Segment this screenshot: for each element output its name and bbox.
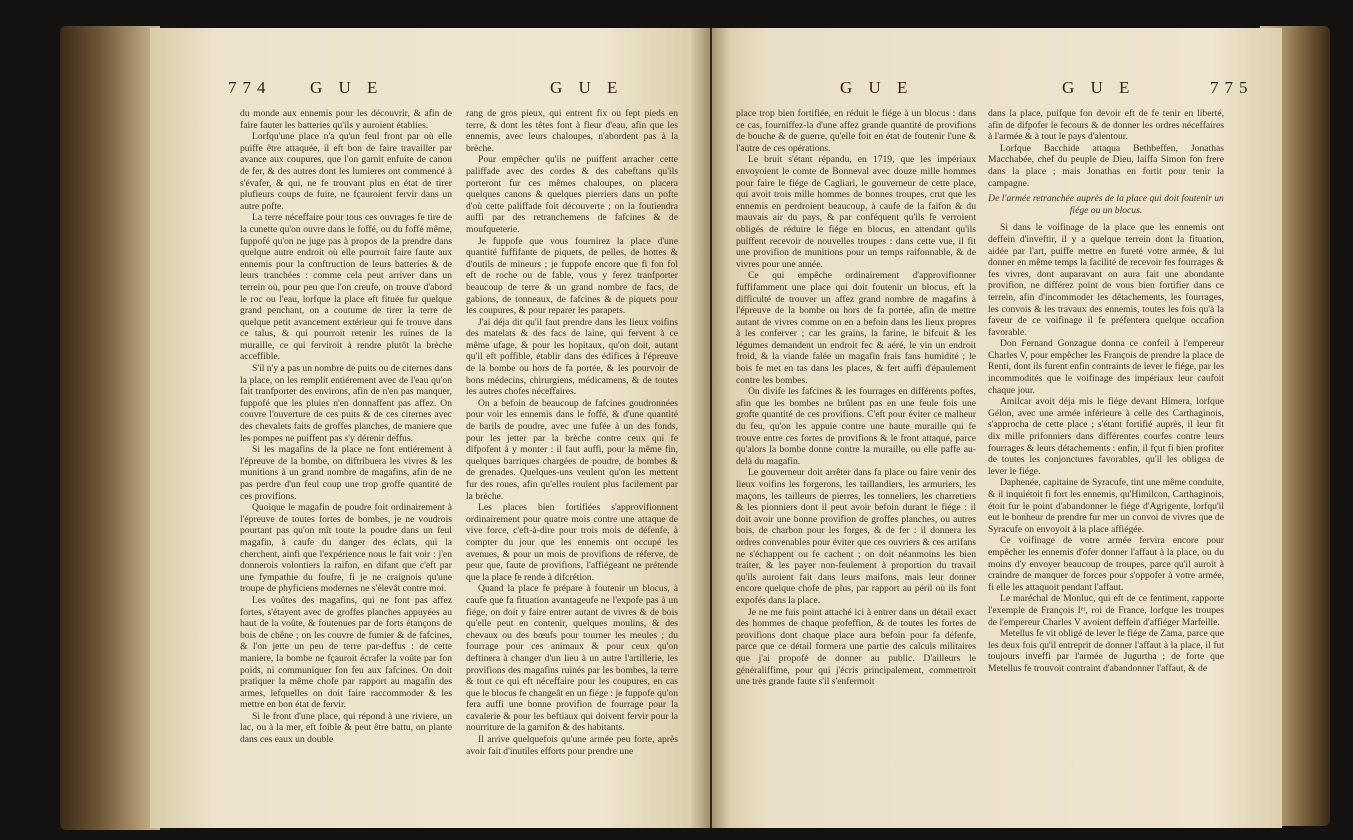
paragraph: Les voûtes des magafins, qui ne font pas affez fortes, s'étayent avec de groffes planches appuyées au haut de la voûte, & foutenues par de forts étançons de bois de chêne ; on les couvre de fumier & de fafcines, & l'on jette un peu de terre par-deffus : de cette maniere, la bombe ne fçauroit écrafer la voûte par fon poids, ni communiquer fon feu aux fafcines. On doit pratiquer la même chofe par rapport au magafin des armes, lefquelles on doit faire raccommoder & les mettre en bon état de fervir.: [240, 594, 452, 711]
paragraph: Lorfque Bacchide attaqua Bethbeffen, Jonathas Macchabée, chef du peuple de Dieu, laiffa Simon fon frere dans la place ; mais Jonathas en fortit pour tenir la campagne.: [988, 142, 1224, 189]
paragraph: Don Fernand Gonzague donna ce confeil à l'empereur Charles V, pour empêcher les François de prendre la place de Renti, dont ils furent enfin contraints de lever le fiége, par les incommodités que le voifinage des impériaux leur caufoit chaque jour.: [988, 338, 1224, 396]
paragraph: Quoique le magafin de poudre foit ordinairement à l'épreuve de toutes fortes de bombes, je ne voudrois pourtant pas qu'on mît toute la poudre dans un feul magafin, à caufe du danger des éclats, qui la cherchent, ainfi que l'expérience nous le fait voir : j'en donnerois volontiers la raifon, en difant que c'eft par une fympathie du foufre, fi je ne craignois qu'une troupe de phyficiens modernes ne s'élevât contre moi.: [240, 502, 452, 595]
paragraph: Je fuppofe que vous fournirez la place d'une quantité fuffifante de piquets, de pelles, de hottes & d'outils de mineurs ; je fuppofe encore que fi fon fol eft de roche ou de fable, vous y ferez tranfporter beaucoup de terre & un grand nombre de facs, de gabions, de tonneaux, de fafcines & de piquets pour les coupures, & pour reparer les parapets.: [466, 235, 678, 317]
paragraph: La terre néceffaire pour tous ces ouvrages fe tire de la cunette qu'on ouvre dans le foffé, ou du foffé même, fuppofé qu'on ne juge pas à propos de la prendre dans quelque autre endroit où elle pourroit faire faute aux ennemis pour la conftruction de leurs batteries & de leurs tranchées : comme cela peut arriver dans un terrein où, pour peu que l'on creufe, on trouve d'abord le roc ou l'eau, lorfque la place eft fituée fur quelque grand penchant, on a coutume de tirer la terre de quelque petit avancement extérieur qui fe trouve dans ce talus, & qui pourroit retenir les ruines de la muraille, ce qui ferviroit à rendre plutôt la brèche acceffible.: [240, 212, 452, 363]
left-running-head-2: G U E: [550, 78, 624, 97]
paragraph: Ce voifinage de votre armée fervira encore pour empêcher les ennemis d'ofer donner l'affaut à la place, ou du moins d'y envoyer beaucoup de troupes, parce qu'il auroit à craindre de manquer de forces pour s'oppofer à votre armée, fi elle les attaquoit pendant l'affaut.: [988, 535, 1224, 593]
left-page-number: 774: [228, 78, 272, 97]
left-page: [150, 28, 710, 828]
paragraph: dans la place, puifque fon devoir eft de fe tenir en liberté, afin de difpofer le fecours & de donner les ordres néceffaires à l'armée & à tout le pays d'alentour.: [988, 108, 1224, 143]
section-heading: De l'armée retranchée auprès de la place qui doit foutenir un fiége ou un blocus.: [988, 193, 1224, 216]
book-gutter: [690, 28, 730, 828]
paragraph: Le maréchal de Monluc, qui eft de ce fentiment, rapporte l'exemple de François Iᵉʳ, roi de France, lorfque les troupes de l'empereur Charles V avoient deffein d'affiéger Marfeille.: [988, 593, 1224, 628]
left-column-2: [466, 108, 678, 757]
right-column-1: [736, 108, 976, 688]
paragraph: Lorfqu'une place n'a qu'un feul front par où elle puiffe être attaquée, il eft bon de faire travailler par avance aux coupures, que l'on garnit enfuite de canon de fer, & des autres dont les lumieres ont commencé à s'évafer, & qui, ne fe trouvant plus en état de tirer plufieurs coups de fuite, ne fçauroient fervir dans un autre pofte.: [240, 131, 452, 212]
paragraph: du monde aux ennemis pour les découvrir, & afin de faire fauter les batteries qu'ils y auroient établies.: [240, 108, 452, 131]
paragraph: Si le front d'une place, qui répond à une riviere, un lac, ou à la mer, eft foible & peut être battu, on plante dans ces eaux un double: [240, 710, 452, 746]
paragraph: J'ai déja dit qu'il faut prendre dans les lieux voifins des matelats & des facs de laine, qui fervent à ce même ufage, & pour les hopitaux, qu'on doit, autant qu'il eft poffible, établir dans des édifices à l'épreuve de la bombe ou hors de fa portée, & les pourvoir de bons médecins, chirurgiens, médicamens, & de toutes les autres chofes néceffaires.: [466, 316, 678, 398]
paragraph: Daphenée, capitaine de Syracufe, tint une même conduite, & il inquiétoit fi fort les ennemis, qu'Himilcon, Carthaginois, étoit fur le point d'abandonner le fiége d'Agrigente, lorfqu'il eut le bonheur de prendre fur mer un convoi de vivres que de Syracufe on envoyoit à la place affiégée.: [988, 477, 1224, 535]
paragraph: Ce qui empêche ordinairement d'approvifionner fuffifamment une place qui doit foutenir un blocus, eft la difficulté de trouver un affez grand nombre de magafins à l'épreuve de la bombe ou hors de fa portée, afin de mettre autant de vivres comme on en a befoin dans les lieux propres à les conferver ; car les grains, la farine, le bifcuit & les légumes demandent un endroit fec & aéré, le vin un endroit froid, & la viande falée un magafin frais fans humidité ; le bois fe met en tas dans les places, & fert auffi d'épaulement contre les bombes.: [736, 270, 976, 386]
paragraph: Metellus fe vit obligé de lever le fiége de Zama, parce que les deux fois qu'il entreprit de donner l'affaut à la place, il fut toujours inveffi par l'armée de Jugurtha ; de forte que Metellus fe trouvoit contraint d'abandonner l'affaut, & de: [988, 628, 1224, 674]
paragraph: Le gouverneur doit arrêter dans fa place ou faire venir des lieux voifins les forgerons, les taillandiers, les armuriers, les maçons, les tailleurs de pierres, les tonneliers, les charretiers & les pionniers dont il peut avoir befoin durant le fiége : il doit avoir une bonne provifion de groffes planches, ou autres bois, de charbon pour les forges, & de fer : il donnera les ordres convenables pour éviter que ces ouvriers & ces artifans ne s'échappent ou fe cachent ; on doit néanmoins les bien traiter, & les payer non-feulement à proportion du travail qu'ils auroient fait dans leurs maifons, mais leur donner encore quelque chofe de plus, par rapport au péril où ils font expofés dans la place.: [736, 467, 976, 606]
paragraph: Si dans le voifinage de la place que les ennemis ont deffein d'inveftir, il y a quelque terrein dont la fituation, aidée par l'art, puiffe mettre en fureté votre armée, & lui donner en même temps la facilité de recevoir fes fourrages & fes vivres, dont auparavant on aura fait une abondante provifion, ne différez point de vous bien fortifier dans ce terrein, afin d'incommoder les détachements, les fourrages, les convois & les travaux des ennemis, toutes les fois qu'à la faveur de ce voifinage il fe préfentera quelque occafion favorable.: [988, 222, 1224, 338]
right-running-head-2: G U E: [1062, 78, 1136, 97]
paragraph: Il arrive quelquefois qu'une armée peu forte, après avoir fait d'inutiles efforts pour prendre une: [466, 734, 678, 757]
right-page-number: 775: [1210, 78, 1254, 97]
paragraph: place trop bien fortifiée, en réduit le fiége à un blocus : dans ce cas, fourniffez-la d'une affez grande quantité de provifions de bouche & de guerre, qu'elle foit en état de foutenir l'une & l'autre de ces opérations.: [736, 108, 976, 154]
paragraph: On divife les fafcines & les fourrages en différents poftes, afin que les bombes ne brûlent pas en une feule fois une grofte quantité de ces provifions. C'eft pour éviter ce malheur du feu, qu'on les appuie contre une haute muraille qui fe trouve entre ces fortes de provifions & le front attaqué, parce qu'alors la bombe donne contre la muraille, ou elle paffe au-delà du magafin.: [736, 386, 976, 467]
paragraph: Le bruit s'étant répandu, en 1719, que les impériaux envoyoient le comte de Bonneval avec douze mille hommes pour faire le fiége de Cagliari, le gouverneur de cette place, qui avoit trois mille hommes de bonnes troupes, crut que les ennemis en perdroient beaucoup, à caufe de la faifon & du mauvais air du pays, & par conféquent qu'ils fe verroient obligés de réduire le fiége en blocus, en attendant qu'ils puiffent recevoir de nouvelles troupes : dans cette vue, il fit une provifion de munitions pour un temps raifonnable, & de vivres pour une année.: [736, 154, 976, 270]
paragraph: Pour empêcher qu'ils ne puiffent arracher cette paliffade avec des cordes & des cabeftans qu'ils porteront fur ces mêmes chaloupes, on placera quelques canons & quelques pierriers dans un pofte d'où cette paliffade foit découverte ; on la foutiendra auffi par des retranchemens de fafcines & de moufqueterie.: [466, 154, 678, 235]
paragraph: Amilcar avoit déja mis le fiége devant Himera, lorfque Gélon, avec une armée inférieure à celle des Carthaginois, s'approcha de cette place ; s'étant fortifié auprès, il leur fit dix mille prifonniers dans différentes courfes contre leurs fourrages & leurs détachements : enfin, il fçut fi bien profiter de toutes les conjonctures favorables, qu'il les obligea de lever le fiége.: [988, 396, 1224, 477]
paragraph: S'il n'y a pas un nombre de puits ou de citernes dans la place, on les remplit entiérement avec de l'eau qu'on fait tranfporter des environs, afin de n'en pas manquer, fuppofé que les pluies n'en donnaffent pas affez. On couvre l'ouverture de ces puits & de ces citernes avec des chevalets faits de groffes planches, de maniere que les pompes ne puiffent pas s'y dérenir deffus.: [240, 363, 452, 444]
paragraph: Les places bien fortifiées s'approvifionnent ordinairement pour quatre mois contre une attaque de vive force, c'eft-à-dire pour trois mois de défenfe, à compter du jour que les ennemis ont occupé les avenues, & pour un mois de provifions de réferve, de peur que, faute de provifions, l'affiégeant ne prétende que la place fe rende à difcrétion.: [466, 502, 678, 583]
left-running-head-1: G U E: [310, 78, 384, 97]
paragraph: On a befoin de beaucoup de fafcines goudronnées pour voir les ennemis dans le foffé, & d'une quantité de barils de poudre, avec une fufée à un des fonds, pour les jetter par la brèche contre ceux qui fe difpofent à y monter : il faut auffi, pour la même fin, quelques barriques chargées de poudre, de bombes & de grenades. Quelques-uns veulent qu'on les mettent fur des roues, afin qu'elles roulent plus facilement par la brèche.: [466, 397, 678, 502]
paragraph: Si les magafins de la place ne font entiérement à l'épreuve de la bombe, on diftribuera les vivres & les munitions à un grand nombre de magafins, afin de ne pas perdre d'un feul coup une trop groffe quantité de ces provifions.: [240, 444, 452, 502]
right-page: [712, 28, 1282, 828]
left-column-1: [240, 108, 452, 746]
paragraph: Quand la place fe prépare à foutenir un blocus, à caufe que fa fituation avantageufe ne l'expofe pas à un fiége, on doit y faire entrer autant de vivres & de bois qu'elle peut en contenir, quelques moulins, & des chevaux ou des bœufs pour tourner les meules ; du fourrage pour ces animaux & pour ceux qu'on deftinera à changer d'un lieu à un autre l'artillerie, les provifions des magafins ruinés par les bombes, la terre & tout ce qui eft néceffaire pour les coupures, en cas que le blocus fe changeât en un fiége : je fuppofe qu'on fera auffi une bonne provifion de fourrage pour la cavalerie & pour les beftiaux qui doivent fervir pour la nourriture de la garnifon & des habitants.: [466, 583, 678, 734]
right-column-2: [988, 108, 1224, 675]
right-running-head-1: G U E: [840, 78, 914, 97]
paragraph: Je ne me fuis point attaché ici à entrer dans un détail exact des hommes de chaque profeffion, & de toutes les fortes de provifions dont chaque place aura befoin pour fa défenfe, parce que ce détail formera une partie des calculs militaires que j'ai propofé de donner au public. D'ailleurs le généraliffime, pour qui j'écris principalement, commettroit une très grande faute s'il s'enfermoit: [736, 606, 976, 688]
paragraph: rang de gros pieux, qui entrent fix ou fept pieds en terre, & dont les têtes font à fleur d'eau, afin que les ennemis, avec leurs chaloupes, n'abordent pas à la brèche.: [466, 108, 678, 154]
book-edge-left: [60, 26, 160, 830]
